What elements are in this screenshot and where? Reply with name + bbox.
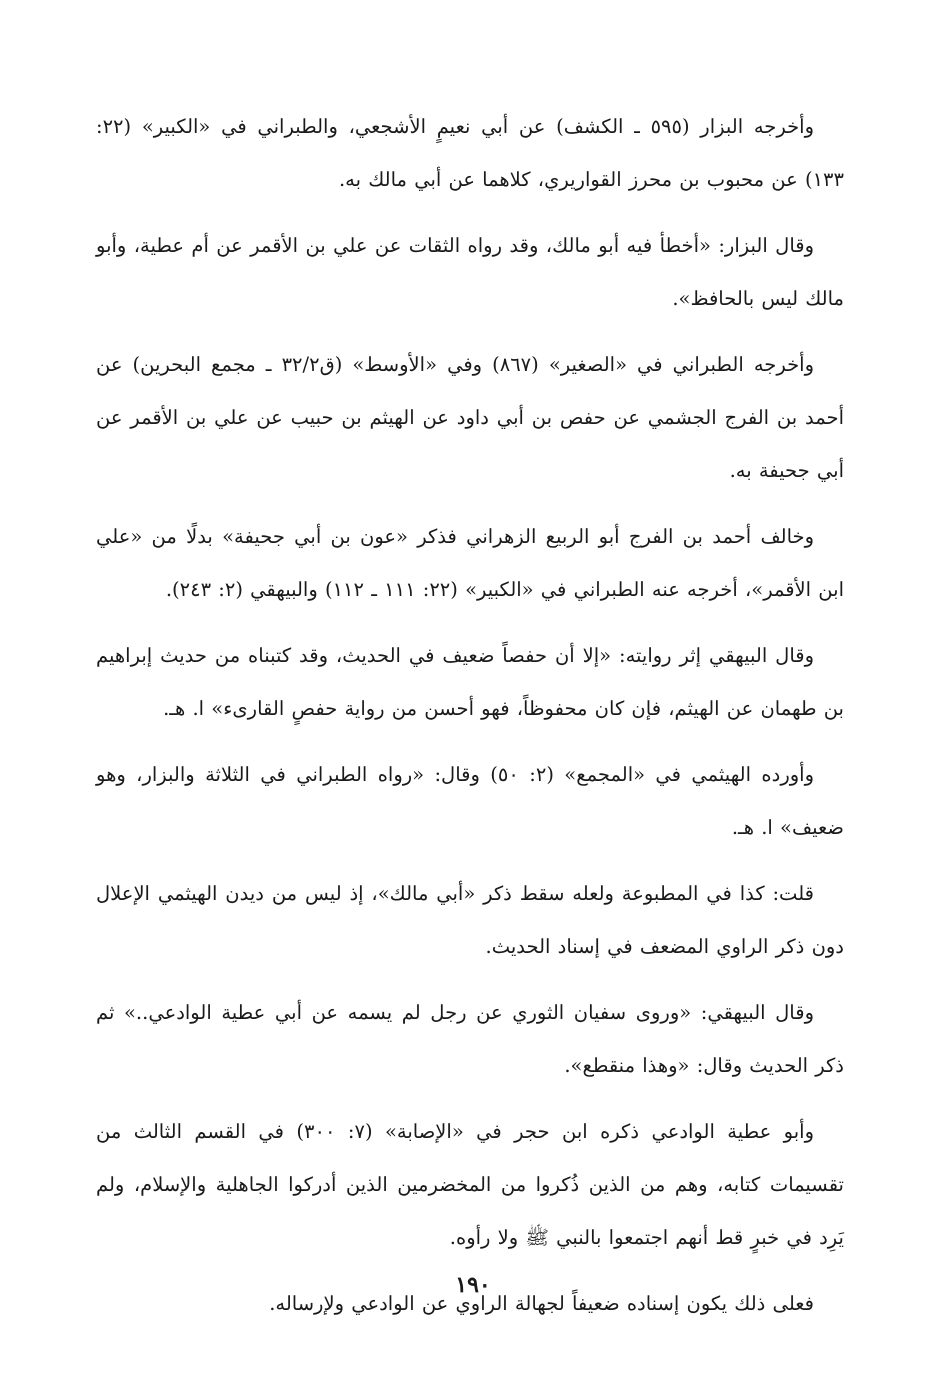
paragraph: وخالف أحمد بن الفرج أبو الربيع الزهراني فذكر «عون بن أبي جحيفة» بدلًا من «علي ابن الأقمر»، أخرجه عنه الطبراني في «الكبير» (٢٢: ١١١ ـ ١١٢) والبيهقي (٢: ٢٤٣). xyxy=(96,525,844,601)
paragraph: وقال البيهقي إثر روايته: «إلا أن حفصاً ضعيف في الحديث، وقد كتبناه من حديث إبراهيم بن طهمان عن الهيثم، فإن كان محفوظاً، فهو أحسن من رواية حفصٍ القارىء» ا. هـ. xyxy=(96,644,844,720)
paragraph: وقال البزار: «أخطأ فيه أبو مالك، وقد رواه الثقات عن علي بن الأقمر عن أم عطية، وأبو مالك ليس بالحافظ». xyxy=(96,234,844,310)
paragraph: فعلى ذلك يكون إسناده ضعيفاً لجهالة الراوي عن الوادعي ولإرساله. xyxy=(269,1292,814,1315)
page-body xyxy=(96,100,844,1343)
paragraph: وأورده الهيثمي في «المجمع» (٢: ٥٠) وقال: «رواه الطبراني في الثلاثة والبزار، وهو ضعيف» ا. هـ. xyxy=(96,763,844,839)
paragraph: وقال البيهقي: «وروى سفيان الثوري عن رجل لم يسمه عن أبي عطية الوادعي..» ثم ذكر الحديث وقال: «وهذا منقطع». xyxy=(96,1001,844,1077)
paragraph: وأخرجه البزار (٥٩٥ ـ الكشف) عن أبي نعيمٍ الأشجعي، والطبراني في «الكبير» (٢٢: ١٣٣) عن محبوب بن محرز القواريري، كلاهما عن أبي مالك به. xyxy=(96,115,844,191)
page-number: ١٩٠ xyxy=(455,1272,491,1298)
paragraph: قلت: كذا في المطبوعة ولعله سقط ذكر «أبي مالك»، إذ ليس من ديدن الهيثمي الإعلال دون ذكر الراوي المضعف في إسناد الحديث. xyxy=(96,882,844,958)
paragraph: وأخرجه الطبراني في «الصغير» (٨٦٧) وفي «الأوسط» (ق٣٢/٢ ـ مجمع البحرين) عن أحمد بن الفرج الجشمي عن حفص بن أبي داود عن الهيثم بن حبيب عن علي بن الأقمر عن أبي جحيفة به. xyxy=(96,353,844,482)
paragraph: وأبو عطية الوادعي ذكره ابن حجر في «الإصابة» (٧: ٣٠٠) في القسم الثالث من تقسيمات كتابه، وهم من الذين ذُكروا من المخضرمين الذين أدركوا الجاهلية والإسلام، ولم يَرِد في خبرٍ قط أنهم اجتمعوا بالنبي ﷺ ولا رأوه. xyxy=(96,1120,844,1249)
